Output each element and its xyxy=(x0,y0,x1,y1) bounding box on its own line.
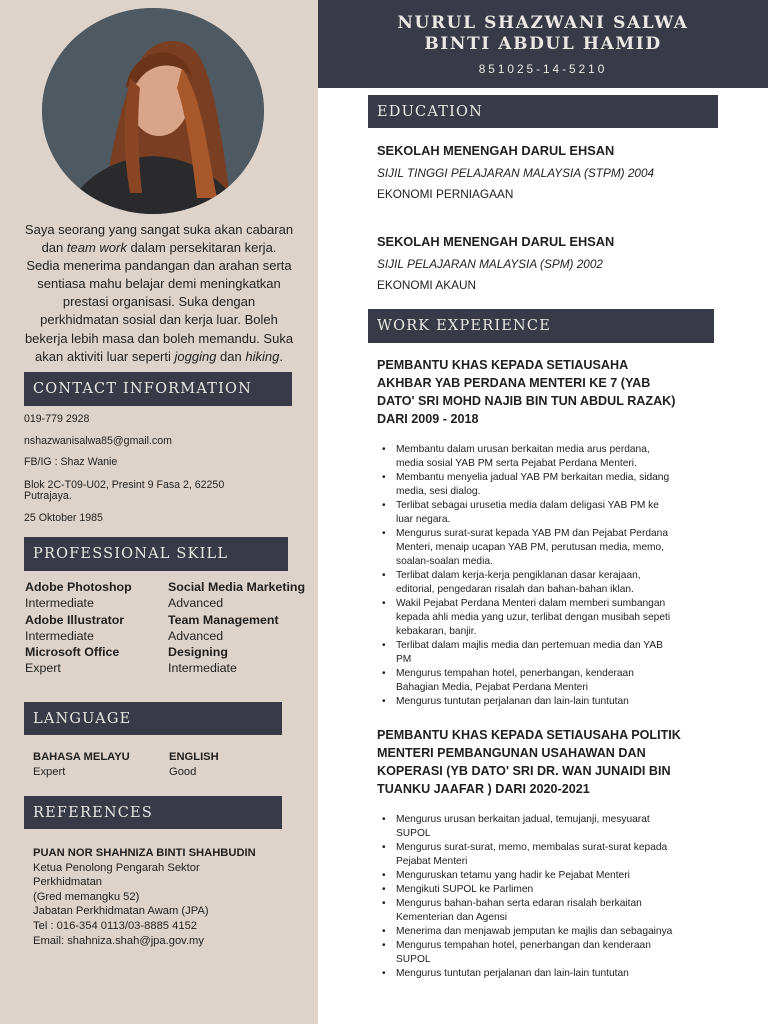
duty-line: • Mengurus surat-surat, memo, membalas surat-surat kepada xyxy=(396,842,668,853)
contact-dob: 25 Oktober 1985 xyxy=(24,512,103,524)
job-duties-list xyxy=(377,443,707,709)
duty-item xyxy=(377,897,707,925)
language-name: BAHASA MELAYU xyxy=(33,751,130,763)
duty-item xyxy=(377,813,707,841)
skill-level: Intermediate xyxy=(168,661,237,676)
duty-line: • Mengurus tuntutan perjalanan dan lain-lain tuntutan xyxy=(396,696,629,707)
language-level: Good xyxy=(169,766,197,778)
skill-item xyxy=(168,644,315,677)
duty-item xyxy=(377,695,707,709)
reference-name: PUAN NOR SHAHNIZA BINTI SHAHBUDIN xyxy=(33,847,256,859)
about-me-text xyxy=(14,221,304,366)
skill-level: Intermediate xyxy=(25,596,94,611)
profile-photo-image xyxy=(42,8,264,214)
skill-item xyxy=(168,612,315,645)
skills-grid xyxy=(25,579,315,677)
duty-line: Kementerian dan Agensi xyxy=(396,912,508,923)
about-text: . xyxy=(279,348,283,364)
contact-email: nshazwanisalwa85@gmail.com xyxy=(24,435,172,447)
duty-item xyxy=(377,499,707,527)
skill-name: Team Management xyxy=(168,612,279,627)
duty-line: • Menerima dan menjawab jemputan ke majlis dan sebagainya xyxy=(396,926,673,937)
job-title-line: KOPERASI (YB DATO' SRI DR. WAN JUNAIDI BIN xyxy=(377,764,671,778)
name-line-1: NURUL SHAZWANI SALWA xyxy=(397,13,689,33)
job-title-line: AKHBAR YAB PERDANA MENTERI KE 7 (YAB xyxy=(377,376,651,390)
about-text: Sedia menerima pandangan dan arahan serta xyxy=(26,258,292,274)
reference-details xyxy=(33,861,283,949)
duty-item xyxy=(377,925,707,939)
duty-line: • Mengurus tuntutan perjalanan dan lain-lain tuntutan xyxy=(396,968,629,979)
reference-block xyxy=(33,846,283,948)
skill-name: Adobe Illustrator xyxy=(25,612,125,627)
duty-line: • Terlibat sebagai urusetia media dalam deligasi YAB PM ke xyxy=(396,500,659,511)
duty-line: • Mengikuti SUPOL ke Parlimen xyxy=(396,884,534,895)
work-heading: WORK EXPERIENCE xyxy=(368,309,714,343)
skill-name: Microsoft Office xyxy=(25,645,120,660)
contact-address-line2: Putrajaya. xyxy=(24,490,72,502)
about-text: Saya seorang yang sangat suka akan cabaran xyxy=(24,222,294,237)
duty-item xyxy=(377,569,707,597)
duty-line: kebakaran, banjir. xyxy=(396,626,477,637)
duty-line: • Mengurus urusan berkaitan jadual, temujanji, mesyuarat xyxy=(396,814,650,825)
skill-level: Expert xyxy=(25,661,61,676)
duty-line: • Mengurus tempahan hotel, penerbangan dan kenderaan xyxy=(396,940,651,951)
contact-phone: 019-779 2928 xyxy=(24,413,90,425)
duty-item xyxy=(377,967,707,981)
reference-line: Email: shahniza.shah@jpa.gov.my xyxy=(33,934,204,947)
about-line xyxy=(14,311,304,329)
duty-line: • Membantu menyelia jadual YAB PM berkaitan media, sidang xyxy=(396,472,670,483)
about-text: dalam persekitaran kerja. xyxy=(126,240,277,256)
full-name xyxy=(318,0,768,55)
language-grid xyxy=(33,750,303,780)
skill-item xyxy=(168,579,315,612)
job-title xyxy=(377,726,717,798)
job-title-line: PEMBANTU KHAS KEPADA SETIAUSAHA xyxy=(377,358,629,372)
about-emphasis: hiking xyxy=(245,348,280,364)
duty-item xyxy=(377,471,707,499)
skill-level: Advanced xyxy=(168,628,224,643)
skill-item xyxy=(25,579,168,612)
duty-line: • Mengurus surat-surat kepada YAB PM dan Pejabat Perdana xyxy=(396,528,669,539)
duty-line: • Mengurus bahan-bahan serta edaran risalah berkaitan xyxy=(396,898,642,909)
right-panel xyxy=(318,0,768,1024)
duty-line: kepada ahli media yang uzur, terlibat dengan musibah sepeti xyxy=(396,612,671,623)
reference-line: (Gred memangku 52) xyxy=(33,890,140,903)
about-line xyxy=(14,348,304,366)
education-subject: EKONOMI AKAUN xyxy=(377,278,476,292)
education-heading: EDUCATION xyxy=(368,95,718,128)
duty-item xyxy=(377,869,707,883)
ic-number: 851025-14-5210 xyxy=(478,62,608,76)
job-title-line: DATO' SRI MOHD NAJIB BIN TUN ABDUL RAZAK) xyxy=(377,394,676,408)
language-name: ENGLISH xyxy=(169,751,219,763)
duty-line: • Mengurus tempahan hotel, penerbangan, kenderaan xyxy=(396,668,634,679)
duty-line: • Menguruskan tetamu yang hadir ke Pejabat Menteri xyxy=(396,870,630,881)
education-subject: EKONOMI PERNIAGAAN xyxy=(377,187,514,201)
references-heading: REFERENCES xyxy=(24,796,282,829)
duty-line: media, sesi dialog. xyxy=(396,486,481,497)
duty-item xyxy=(377,883,707,897)
duty-line: • Terlibat dalam kerja-kerja pengiklanan dasar kerajaan, xyxy=(396,570,641,581)
education-certificate: SIJIL TINGGI PELAJARAN MALAYSIA (STPM) 2004 xyxy=(377,166,655,180)
reference-line: Tel : 016-354 0113/03-8885 4152 xyxy=(33,919,198,932)
skill-level: Intermediate xyxy=(25,628,94,643)
left-panel xyxy=(0,0,318,1024)
name-header xyxy=(318,0,768,88)
about-line xyxy=(14,239,304,257)
duty-item xyxy=(377,527,707,569)
about-text: dan xyxy=(216,348,246,364)
duty-item xyxy=(377,667,707,695)
about-line xyxy=(14,257,304,275)
about-text: sentiasa mahu belajar demi meningkatkan xyxy=(37,276,281,292)
about-text: akan aktiviti luar seperti xyxy=(35,348,175,364)
duty-item xyxy=(377,841,707,869)
skill-name: Adobe Photoshop xyxy=(25,580,132,594)
about-text: prestasi organisasi. Suka dengan xyxy=(62,294,256,310)
reference-line: Jabatan Perkhidmatan Awam (JPA) xyxy=(33,905,209,918)
duty-line: PM xyxy=(396,654,412,665)
skill-name: Social Media Marketing xyxy=(168,580,306,594)
reference-line: Perkhidmatan xyxy=(33,876,103,889)
about-emphasis: team work xyxy=(66,240,127,256)
skill-level: Advanced xyxy=(168,596,224,611)
about-text: perkhidmatan sosial dan kerja luar. Boleh xyxy=(40,312,278,328)
language-level: Expert xyxy=(33,766,66,778)
job-title-line: DARI 2009 - 2018 xyxy=(377,412,479,426)
about-line xyxy=(14,293,304,311)
duty-line: editorial, pengedaran risalah dan bahan-bahan iklan. xyxy=(396,584,634,595)
education-school: SEKOLAH MENENGAH DARUL EHSAN xyxy=(377,234,615,249)
education-entry xyxy=(377,234,757,293)
duty-line: SUPOL xyxy=(396,954,431,965)
skills-heading: PROFESSIONAL SKILL xyxy=(24,537,288,571)
skill-name: Designing xyxy=(168,645,228,660)
about-text: bekerja lebih masa dan boleh memandu. Suka xyxy=(24,330,294,346)
job-title xyxy=(377,356,717,428)
skill-item xyxy=(25,612,168,645)
duty-line: • Wakil Pejabat Perdana Menteri dalam memberi sumbangan xyxy=(396,598,666,609)
duty-line: • Membantu dalam urusan berkaitan media arus perdana, xyxy=(396,444,650,455)
contact-social: FB/IG : Shaz Wanie xyxy=(24,456,118,468)
education-school: SEKOLAH MENENGAH DARUL EHSAN xyxy=(377,143,615,158)
duty-line: Menteri, menaip ucapan YAB PM, perutusan media, memo, xyxy=(396,542,665,553)
duty-line: • Terlibat dalam majlis media dan pertemuan media dan YAB xyxy=(396,640,663,651)
duty-item xyxy=(377,597,707,639)
reference-line: Ketua Penolong Pengarah Sektor xyxy=(33,861,200,874)
about-line xyxy=(14,275,304,293)
contact-address-line1: Blok 2C-T09-U02, Presint 9 Fasa 2, 62250 xyxy=(24,479,225,491)
about-line xyxy=(14,221,304,239)
job-title-line: MENTERI PEMBANGUNAN USAHAWAN DAN xyxy=(377,746,646,760)
duty-item xyxy=(377,939,707,967)
duty-item xyxy=(377,639,707,667)
job-duties-list xyxy=(377,813,707,981)
job-title-line: TUANKU JAAFAR ) DARI 2020-2021 xyxy=(377,782,590,796)
language-heading: LANGUAGE xyxy=(24,702,282,735)
job-title-line: PEMBANTU KHAS KEPADA SETIAUSAHA POLITIK xyxy=(377,728,681,742)
duty-line: media sosial YAB PM serta Pejabat Perdana Menteri. xyxy=(396,458,637,469)
skill-item xyxy=(25,644,168,677)
about-emphasis: jogging xyxy=(174,348,217,364)
duty-line: Pejabat Menteri xyxy=(396,856,468,867)
duty-line: Bahagian Media, Pejabat Perdana Menteri xyxy=(396,682,588,693)
duty-line: luar negara. xyxy=(396,514,451,525)
education-certificate: SIJIL PELAJARAN MALAYSIA (SPM) 2002 xyxy=(377,257,603,271)
language-item xyxy=(169,750,299,780)
profile-photo xyxy=(42,8,264,214)
about-line xyxy=(14,330,304,348)
contact-heading: CONTACT INFORMATION xyxy=(24,372,292,406)
education-entry xyxy=(377,143,757,202)
duty-item xyxy=(377,443,707,471)
language-item xyxy=(33,750,169,780)
duty-line: SUPOL xyxy=(396,828,431,839)
name-line-2: BINTI ABDUL HAMID xyxy=(424,34,662,54)
duty-line: soalan-soalan media. xyxy=(396,556,493,567)
about-text: dan xyxy=(41,240,67,256)
